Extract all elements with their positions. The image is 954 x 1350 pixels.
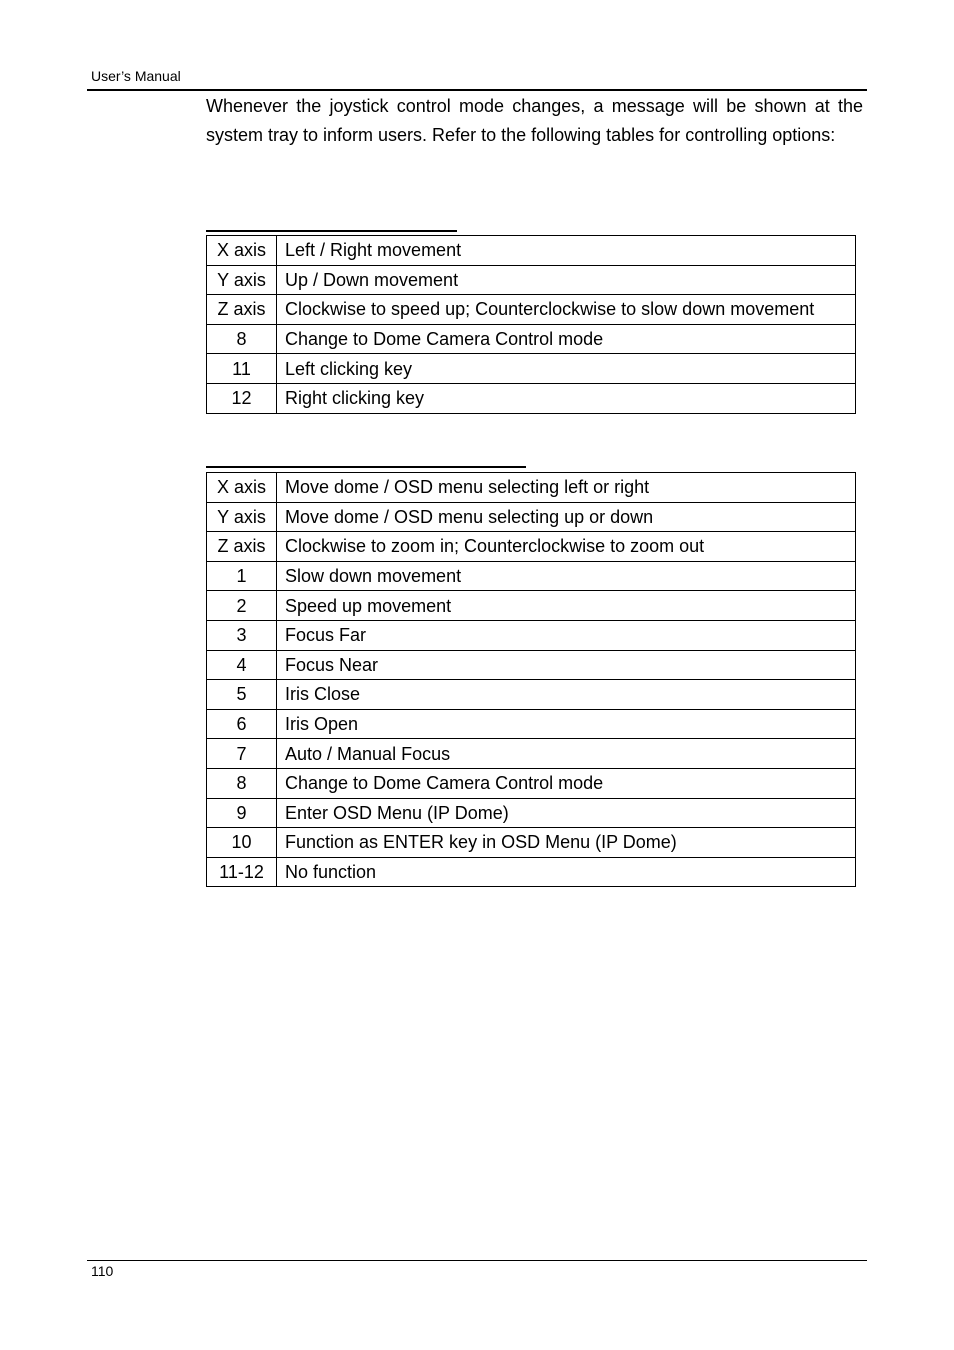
table-row [207,620,856,650]
footer-rule [87,1260,867,1261]
control-key: 4 [207,650,277,680]
control-key: Y axis [207,502,277,532]
control-function: Enter OSD Menu (IP Dome) [277,798,856,828]
control-key: 10 [207,828,277,858]
control-key: 7 [207,739,277,769]
table-row [207,295,856,325]
control-function: Up / Down movement [277,265,856,295]
header-rule [87,89,867,91]
control-key: 2 [207,591,277,621]
control-key: Z axis [207,295,277,325]
table-row [207,265,856,295]
table-row [207,561,856,591]
intro-paragraph: Whenever the joystick control mode changes, a message will be shown at the system tray to inform users. Refer to the following tables for controlling options: [206,96,863,145]
control-function: Move dome / OSD menu selecting left or right [277,473,856,503]
control-function: Right clicking key [277,383,856,413]
table-row [207,798,856,828]
table-row [207,324,856,354]
header-title: User’s Manual [91,68,181,84]
control-key: 8 [207,768,277,798]
control-function: Left / Right movement [277,236,856,266]
control-key: Y axis [207,265,277,295]
control-function: Iris Open [277,709,856,739]
table-row [207,768,856,798]
control-function: Clockwise to zoom in; Counterclockwise to zoom out [277,532,856,562]
control-function: Change to Dome Camera Control mode [277,768,856,798]
page-number: 110 [91,1263,114,1279]
control-function: Iris Close [277,680,856,710]
control-key: 8 [207,324,277,354]
control-key: 5 [207,680,277,710]
control-key: 6 [207,709,277,739]
mouse-mode-table [206,235,856,414]
control-key: Z axis [207,532,277,562]
control-key: X axis [207,473,277,503]
table-row [207,354,856,384]
control-function: Focus Far [277,620,856,650]
table-row [207,502,856,532]
table-row [207,532,856,562]
control-key: 12 [207,383,277,413]
table-row [207,473,856,503]
table-row [207,383,856,413]
control-function: Function as ENTER key in OSD Menu (IP Dome) [277,828,856,858]
control-key: X axis [207,236,277,266]
control-key: 9 [207,798,277,828]
control-function: Auto / Manual Focus [277,739,856,769]
table-row [207,591,856,621]
control-function: Speed up movement [277,591,856,621]
control-function: Clockwise to speed up; Counterclockwise to slow down movement [277,295,856,325]
table-2-heading-rule [206,466,526,468]
table-row [207,709,856,739]
control-key: 3 [207,620,277,650]
control-function: No function [277,857,856,887]
table-row [207,828,856,858]
table-row [207,650,856,680]
table-1-heading-rule [206,230,457,232]
control-key: 11 [207,354,277,384]
table-row [207,739,856,769]
control-function: Focus Near [277,650,856,680]
table-row [207,857,856,887]
table-row [207,680,856,710]
control-function: Left clicking key [277,354,856,384]
dome-camera-mode-table [206,472,856,887]
control-function: Move dome / OSD menu selecting up or down [277,502,856,532]
table-row [207,236,856,266]
control-function: Change to Dome Camera Control mode [277,324,856,354]
control-key: 1 [207,561,277,591]
control-key: 11-12 [207,857,277,887]
control-function: Slow down movement [277,561,856,591]
